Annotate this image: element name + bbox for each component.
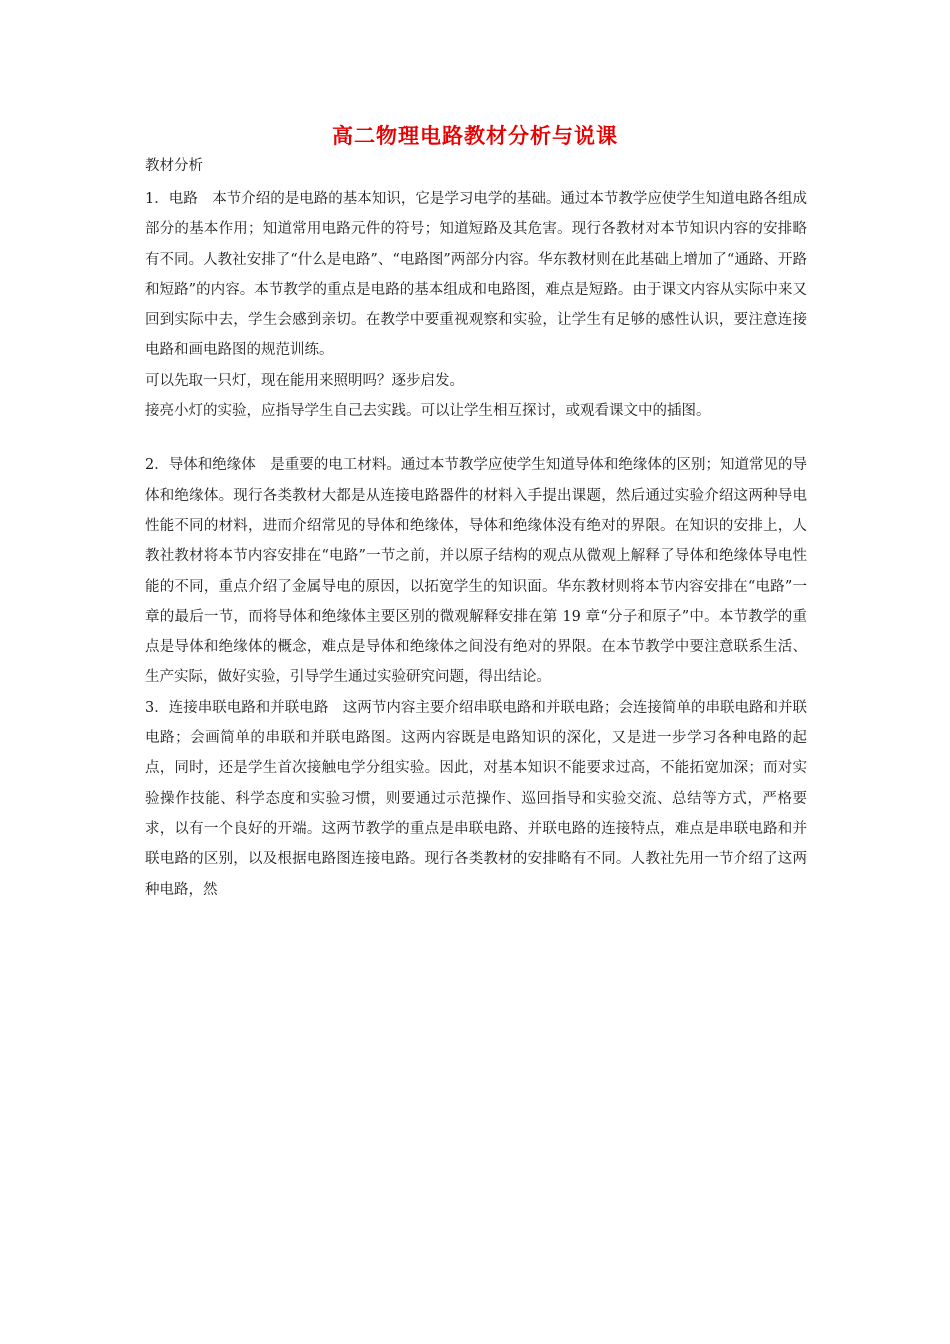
paragraph-circuit: 1．电路 本节介绍的是电路的基本知识，它是学习电学的基础。通过本节教学应使学生知道电路各组成部分的基本作用；知道常用电路元件的符号；知道短路及其危害。现行各教材对本节知识内容的安排略有不同。人教社安排了“什么是电路”、“电路图”两部分内容。华东教材则在此基础上增加了“通路、开路和短路”的内容。本节教学的重点是电路的基本组成和电路图，难点是短路。由于课文内容从实际中来又回到实际中去，学生会感到亲切。在教学中要重视观察和实验，让学生有足够的感性认识，要注意连接电路和画电路图的规范训练。 xyxy=(145,191,807,359)
paragraph-series-parallel: 3．连接串联电路和并联电路 这两节内容主要介绍串联电路和并联电路；会连接简单的串联电路和并联电路；会画简单的串联和并联电路图。这两内容既是电路知识的深化，又是进一步学习各种电路的起点，同时，还是学生首次接触电学分组实验。因此，对基本知识不能要求过高，不能拓宽加深；而对实验操作技能、科学态度和实验习惯，则要通过示范操作、巡回指导和实验交流、总结等方式，严格要求，以有一个良好的开端。这两节教学的重点是串联电路、并联电路的连接特点，难点是串联电路和并联电路的区别，以及根据电路图连接电路。现行各类教材的安排略有不同。人教社先用一节介绍了这两种电路，然 xyxy=(145,699,807,898)
document-body xyxy=(145,184,807,905)
paragraph-conductors-insulators: 2．导体和绝缘体 是重要的电工材料。通过本节教学应使学生知道导体和绝缘体的区别；知道常见的导体和绝缘体。现行各类教材大都是从连接电路器件的材料入手提出课题，然后通过实验介绍这两种导电性能不同的材料，进而介绍常见的导体和绝缘体，导体和绝缘体没有绝对的界限。在知识的安排上，人教社教材将本节内容安排在“电路”一节之前，并以原子结构的观点从微观上解释了导体和绝缘体导电性能的不同，重点介绍了金属导电的原因，以拓宽学生的知识面。华东教材则将本节内容安排在“电路”一章的最后一节，而将导体和绝缘体主要区别的微观解释安排在第 19 章“分子和原子”中。本节教学的重点是导体和绝缘体的概念，难点是导体和绝缘体之间没有绝对的界限。在本节教学中要注意联系生活、生产实际，做好实验，引导学生通过实验研究问题，得出结论。 xyxy=(145,457,807,686)
section-heading: 教材分析 xyxy=(145,158,203,174)
paragraph-lamp-experiment: 接亮小灯的实验，应指导学生自己去实践。可以让学生相互探讨，或观看课文中的插图。 xyxy=(145,403,711,420)
paragraph-lamp-question: 可以先取一只灯，现在能用来照明吗？逐步启发。 xyxy=(145,372,464,389)
document-title: 高二物理电路教材分析与说课 xyxy=(332,123,618,148)
